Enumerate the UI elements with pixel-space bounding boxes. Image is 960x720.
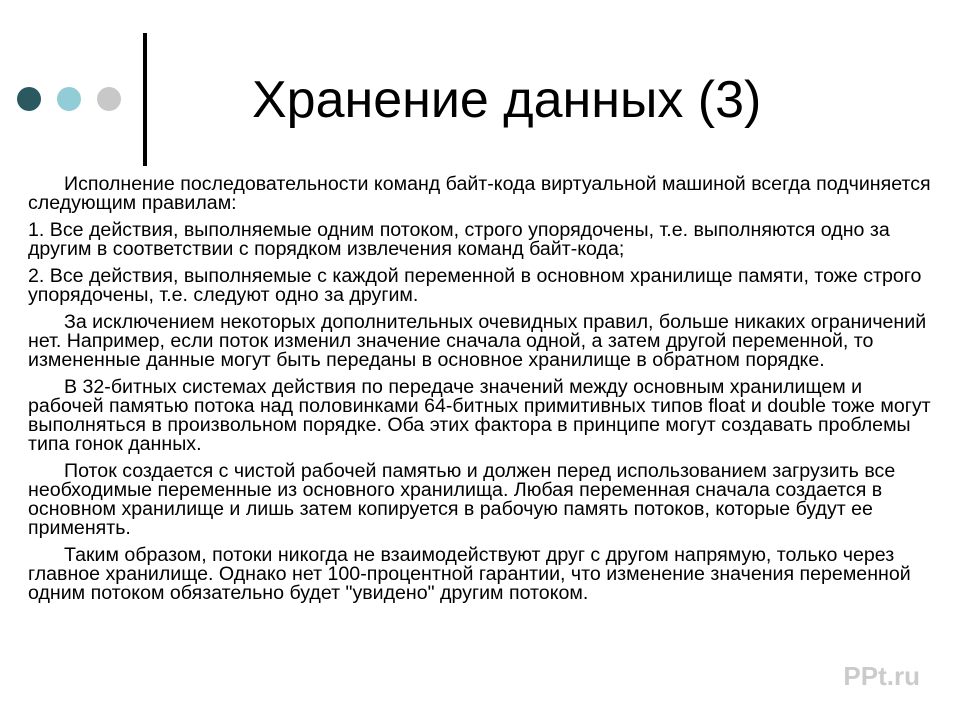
paragraph-rule-1: 1. Все действия, выполняемые одним потоком, строго упорядочены, т.е. выполняются одно за другим в соответствии с порядком извлечения команд байт-кода; [28,219,890,260]
title-divider [143,33,147,166]
slide-body [28,175,940,611]
paragraph-thread-creation: Поток создается с чистой рабочей памятью и должен перед использованием загрузить все необходимые переменные из основного хранилища. Любая переменная сначала создается в основном хранилище и лишь затем копируется в рабочую память потоков, которые будут ее применять. [28,460,896,539]
paragraph-intro: Исполнение последовательности команд байт-кода виртуальной машиной всегда подчиняется следующим правилам: [28,173,931,214]
decor-dot-gray [97,87,121,111]
watermark-logo: PPt.ru [843,661,920,691]
slide-title: Хранение данных (3) [252,71,762,129]
paragraph-exceptions: За исключением некоторых дополнительных очевидных правил, больше никаких ограничений нет. Например, если поток изменил значение сначала одной, а затем другой переменной, то измененные данные могут быть переданы в основное хранилище в обратном порядке. [28,311,927,371]
paragraph-32bit: В 32-битных системах действия по передаче значений между основным хранилищем и рабочей памятью потока над половинками 64-битных примитивных типов float и double тоже могут выполняться в произвольном порядке. Оба этих фактора в принципе могут создавать проблемы типа гонок данных. [28,376,931,455]
paragraph-rule-2: 2. Все действия, выполняемые с каждой переменной в основном хранилище памяти, тоже строго упорядочены, т.е. следуют одно за другим. [28,265,922,306]
decor-dot-light [57,87,81,111]
paragraph-conclusion: Таким образом, потоки никогда не взаимодействуют друг с другом напрямую, только через главное хранилище. Однако нет 100-процентной гарантии, что изменение значения переменной одним потоком обязательно будет "увидено" другим потоком. [28,544,911,604]
decor-dot-dark [17,87,41,111]
